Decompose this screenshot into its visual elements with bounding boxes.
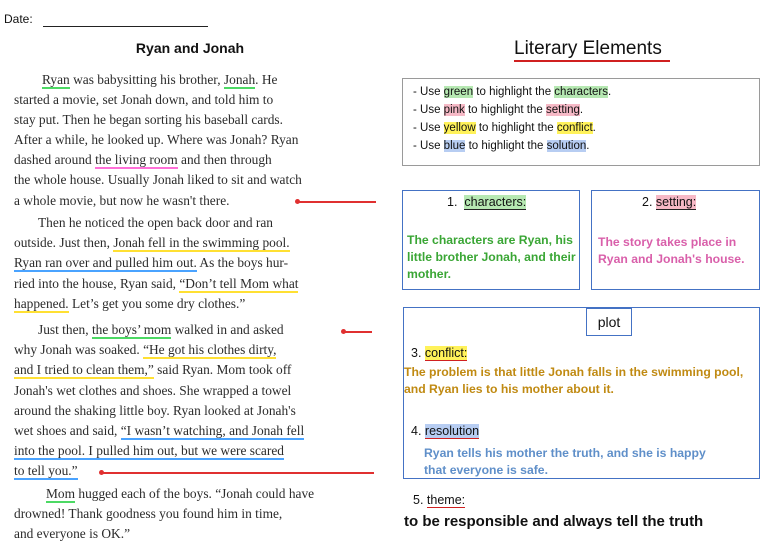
highlight-solution: to tell you.” [14, 463, 78, 478]
instruction-pink: - Use pink to highlight the setting. [413, 104, 584, 116]
date-label: Date: [4, 12, 33, 26]
story-line: Mom hugged each of the boys. “Jonah could have [46, 486, 315, 501]
highlight-conflict: Jonah fell in the swimming pool. [113, 235, 290, 250]
plot-label: plot [586, 308, 632, 336]
instruction-blue: - Use blue to highlight the solution. [413, 140, 590, 152]
highlight-character-jonah: Jonah [223, 72, 256, 87]
theme-answer: to be responsible and always tell the truth [404, 513, 704, 530]
story-line: After a while, he looked up. Where was Jonah? Ryan [14, 132, 299, 147]
story-line: Just then, the boys’ mom walked in and asked [38, 322, 284, 337]
story-line: dashed around the living room and then through [14, 152, 272, 167]
story-title: Ryan and Jonah [135, 40, 245, 56]
instruction-yellow: - Use yellow to highlight the conflict. [413, 122, 596, 134]
story-line: Ryan ran over and pulled him out. As the boys hur- [14, 255, 289, 270]
story-line: wet shoes and said, “I wasn’t watching, and Jonah fell [14, 423, 305, 438]
story-line: started a movie, set Jonah down, and told him to [14, 92, 274, 107]
characters-heading: 1. characters: [447, 195, 527, 209]
date-blank-line [43, 26, 208, 27]
annotation-arrow [298, 201, 376, 203]
story-line: drowned! Thank goodness you found him in time, [14, 506, 283, 521]
conflict-heading: 3. conflict: [411, 346, 468, 360]
story-line: Jonah's wet clothes and shoes. She wrapped a towel [14, 383, 292, 398]
highlight-solution: into the pool. I pulled him out, but we were scared [14, 443, 284, 458]
story-line: and I tried to clean them,” said Ryan. Mom took off [14, 362, 292, 377]
story-line: ried into the house, Ryan said, “Don’t tell Mom what [14, 276, 299, 291]
story-line: around the shaking little boy. Ryan looked at Jonah's [14, 403, 296, 418]
highlight-solution: Ryan ran over and pulled him out. [14, 255, 197, 270]
story-line: why Jonah was soaked. “He got his clothes dirty, [14, 342, 277, 357]
story-line: the whole house. Usually Jonah liked to sit and watch [14, 172, 302, 187]
story-line [14, 463, 78, 479]
highlight-conflict: “Don’t tell Mom what [179, 276, 299, 291]
highlight-setting-living-room: the living room [95, 152, 178, 167]
story-line: outside. Just then, Jonah fell in the swimming pool. [14, 235, 290, 250]
story-line: happened. Let’s get you some dry clothes.” [14, 296, 246, 311]
annotation-arrow [102, 472, 374, 474]
annotation-arrow [344, 331, 372, 333]
highlight-conflict: happened. [14, 296, 69, 311]
conflict-answer: The problem is that little Jonah falls in the swimming pool, and Ryan lies to his mother about it. [404, 365, 744, 396]
setting-box [591, 190, 760, 290]
setting-heading: 2. setting: [642, 195, 697, 209]
highlight-character: Mom [46, 486, 76, 501]
theme-heading: 5. theme: [413, 493, 466, 507]
literary-elements-title: Literary Elements [514, 38, 662, 59]
highlight-character-mom: the boys’ mom [91, 322, 172, 337]
instructions-box [402, 78, 760, 166]
highlight-solution: “I wasn’t watching, and Jonah fell [120, 423, 305, 438]
story-line: Ryan was babysitting his brother, Jonah. He [42, 72, 278, 87]
title-underline [514, 60, 670, 62]
setting-answer: The story takes place in Ryan and Jonah's house. [598, 235, 745, 266]
story-line: and everyone is OK.” [14, 526, 131, 541]
story-line: Then he noticed the open back door and ran [38, 215, 273, 230]
highlight-conflict: “He got his clothes dirty, [143, 342, 277, 357]
instruction-green: - Use green to highlight the characters. [413, 86, 612, 98]
story-line [14, 443, 284, 459]
story-line: stay put. Then he began sorting his baseball cards. [14, 112, 283, 127]
characters-box [402, 190, 580, 290]
story-line: a whole movie, but now he wasn't there. [14, 193, 230, 208]
characters-answer: The characters are Ryan, his little brother Jonah, and their mother. [407, 233, 576, 281]
plot-box [403, 307, 760, 479]
resolution-answer: Ryan tells his mother the truth, and she is happy that everyone is safe. [424, 446, 706, 477]
resolution-heading: 4. resolution [411, 424, 480, 438]
highlight-conflict: and I tried to clean them,” [14, 362, 154, 377]
highlight-character-ryan: Ryan [42, 72, 70, 87]
